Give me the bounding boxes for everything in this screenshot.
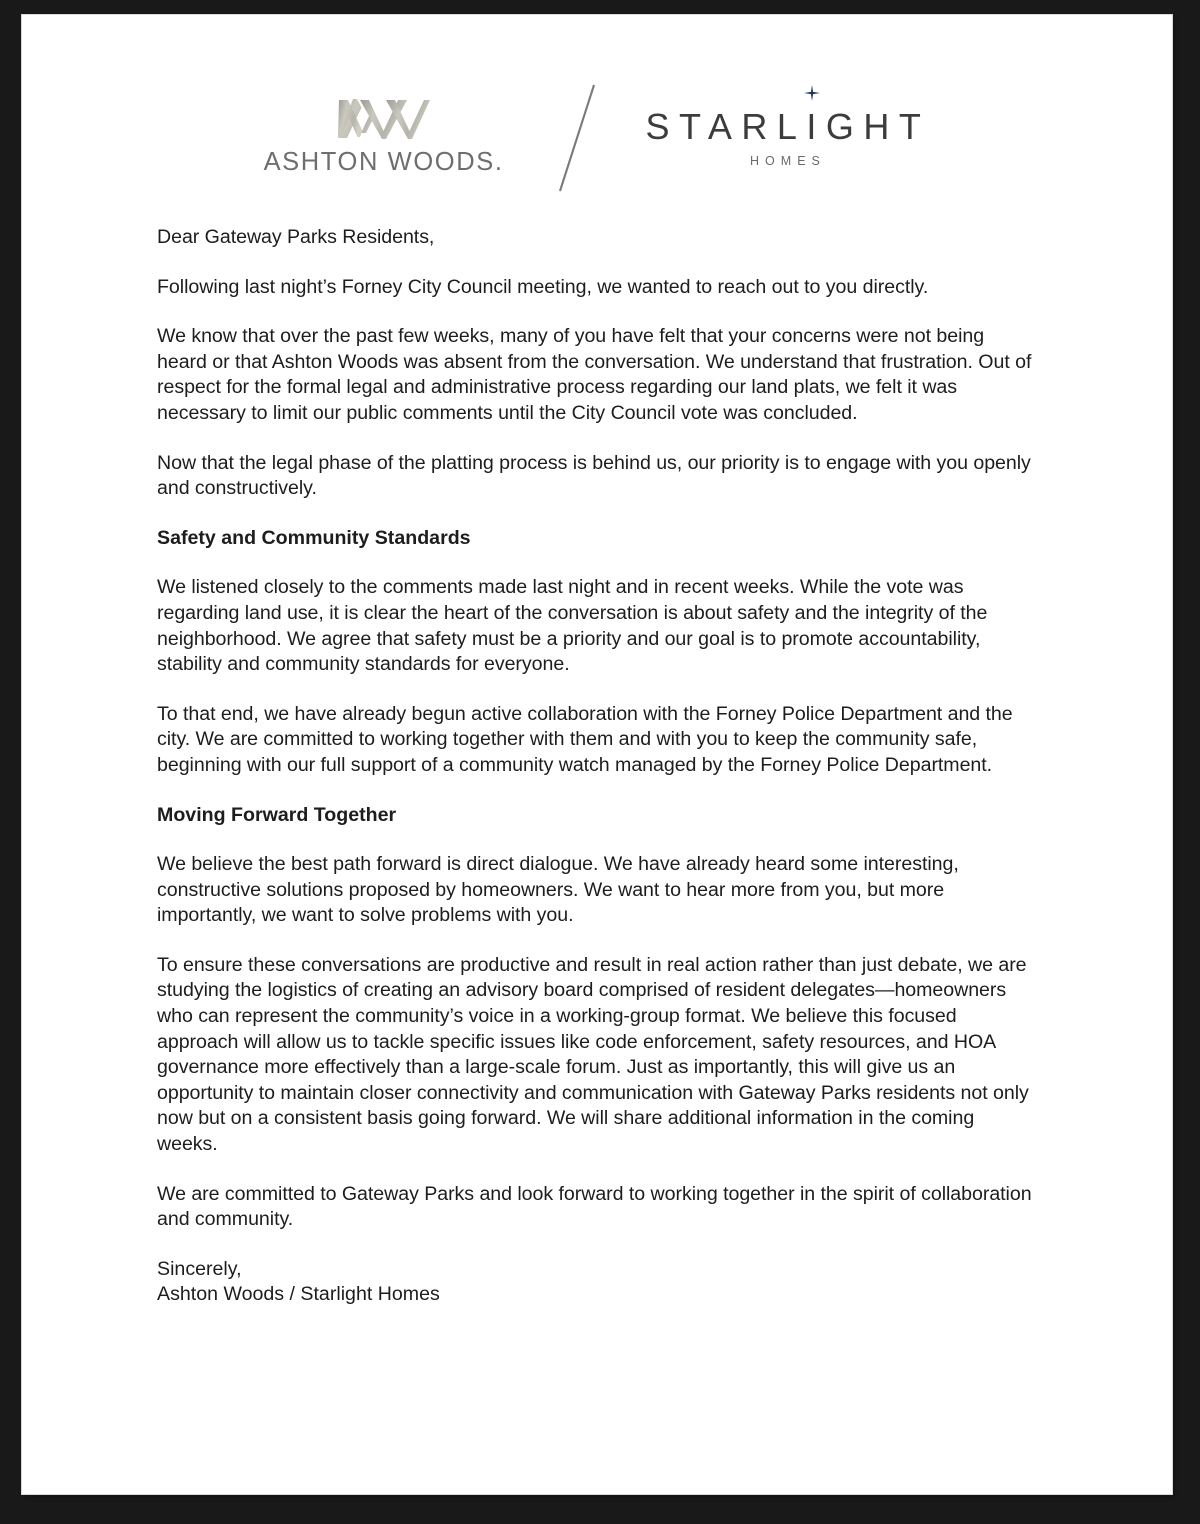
- starlight-wordmark: [640, 105, 931, 147]
- intro-paragraph: Following last night’s Forney City Council meeting, we wanted to reach out to you directly.: [157, 275, 929, 298]
- transition-paragraph: Now that the legal phase of the platting process is behind us, our priority is to engage with you openly and constructively.: [157, 451, 1031, 500]
- letter-page: [22, 15, 1172, 1494]
- section-heading-safety: Safety and Community Standards: [157, 526, 471, 549]
- section-heading-moving-forward: Moving Forward Together: [157, 803, 397, 826]
- moving-forward-paragraph-2: To ensure these conversations are productive and result in real action rather than just debate, we are studying the logistics of creating an advisory board comprised of resident delegates—homeowners who can represent the community’s voice in a working-group format. We believe this focused approach will allow us to tackle specific issues like code enforcement, safety resources, and HOA governance more effectively than a large-scale forum. Just as importantly, this will give us an opportunity to maintain closer connectivity and communication with Gateway Parks residents not only now but on a consistent basis going forward. We will share additional information in the coming weeks.: [157, 953, 1029, 1156]
- starlight-subtitle: HOMES: [750, 153, 826, 168]
- safety-paragraph-2: To that end, we have already begun active collaboration with the Forney Police Department and the city. We are committed to working together with them and with you to keep the community safe, beginning with our full support of a community watch managed by the Forney Police Department.: [157, 702, 1013, 776]
- safety-paragraph-1: We listened closely to the comments made last night and in recent weeks. While the vote was regarding land use, it is clear the heart of the conversation is about safety and the integrity of the neighborhood. We agree that safety must be a priority and our goal is to promote accountability, stability and community standards for everyone.: [157, 576, 988, 676]
- letter-body: [157, 225, 1037, 1308]
- commitment-paragraph: We are committed to Gateway Parks and look forward to working together in the spirit of collaboration and community.: [157, 1182, 1032, 1231]
- ashton-woods-logo: [264, 99, 550, 177]
- letterhead: [22, 83, 1172, 193]
- starlight-wordmark-letter-i: I: [806, 105, 826, 147]
- valediction: Sincerely,: [157, 1257, 242, 1280]
- signer-name: Ashton Woods / Starlight Homes: [157, 1283, 440, 1306]
- ashton-woods-wordmark: ASHTON WOODS.: [263, 148, 504, 176]
- brand-lockup: [264, 83, 931, 193]
- four-point-star-icon: [804, 85, 820, 101]
- starlight-wordmark-part-2: GHT: [825, 105, 931, 147]
- context-paragraph: We know that over the past few weeks, many of you have felt that your concerns were not being heard or that Ashton Woods was absent from the conversation. We understand that frustration. Out of respect for the formal legal and administrative process regarding our land plats, we felt it was necessary to limit our public comments until the City Council vote was concluded.: [157, 325, 1032, 424]
- salutation: Dear Gateway Parks Residents,: [157, 226, 435, 248]
- moving-forward-paragraph-1: We believe the best path forward is direct dialogue. We have already heard some interesting, constructive solutions proposed by homeowners. We want to hear more from you, but more importantly, we want to solve problems with you.: [157, 853, 959, 927]
- starlight-homes-logo: [606, 105, 931, 168]
- slash-divider-icon: [550, 83, 606, 193]
- starlight-wordmark-part-1: STARL: [645, 105, 807, 147]
- aw-monogram-icon: [338, 99, 430, 141]
- signature-block: [157, 1257, 1037, 1308]
